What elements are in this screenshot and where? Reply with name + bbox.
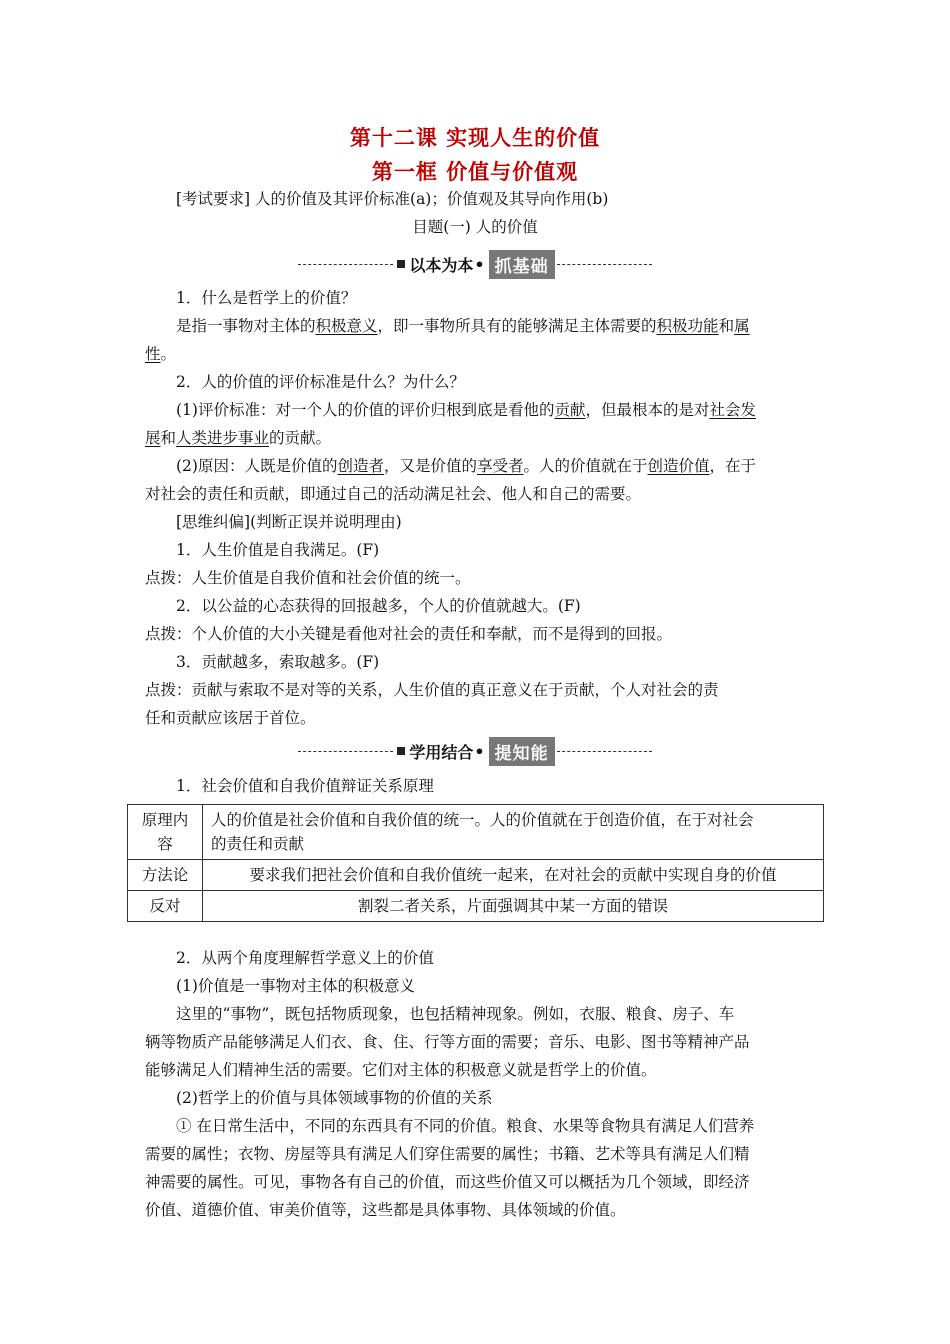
value-point-2: (2)哲学上的价值与具体领域事物的价值的关系 bbox=[176, 1089, 493, 1107]
judgment-1-note: 点拨：人生价值是自我价值和社会价值的统一。 bbox=[145, 569, 471, 587]
value-point-1: (1)价值是一事物对主体的积极意义 bbox=[176, 977, 415, 995]
principle-heading: 1．社会价值和自我价值辩证关系原理 bbox=[176, 777, 434, 795]
table-row bbox=[128, 860, 824, 891]
square-bullet-icon bbox=[397, 260, 405, 268]
answer-1-line1: 是指一事物对主体的积极意义，即一事物所具有的能够满足主体需要的积极功能和属 bbox=[176, 317, 750, 335]
value-point-2-line1: ① 在日常生活中，不同的东西具有不同的价值。粮食、水果等食物具有满足人们营养 bbox=[176, 1117, 755, 1135]
value-point-1-line1: 这里的“事物”，既包括物质现象，也包括精神现象。例如，衣服、粮食、房子、车 bbox=[176, 1005, 735, 1023]
answer-1-line2: 性。 bbox=[145, 345, 177, 363]
table-header-cell: 原理内 容 bbox=[128, 805, 203, 860]
value-heading: 2．从两个角度理解哲学意义上的价值 bbox=[176, 949, 434, 967]
banner-text: 学用结合 bbox=[409, 742, 474, 762]
thinking-correction: [思维纠偏](判断正误并说明理由) bbox=[176, 513, 402, 531]
judgment-2: 2．以公益的心态获得的回报越多，个人的价值就越大。(F) bbox=[176, 597, 581, 615]
answer-2-2-line1: (2)原因：人既是价值的创造者，又是价值的享受者。人的价值就在于创造价值，在于 bbox=[176, 457, 757, 475]
question-1: 1．什么是哲学上的价值？ bbox=[176, 289, 357, 307]
answer-2-1-line1: (1)评价标准：对一个人的价值的评价归根到底是看他的贡献，但最根本的是对社会发 bbox=[176, 401, 757, 419]
table-cell: 割裂二者关系，片面强调其中某一方面的错误 bbox=[203, 891, 824, 922]
judgment-3-note-line2: 任和贡献应该居于首位。 bbox=[145, 709, 316, 727]
judgment-2-note: 点拨：个人价值的大小关键是看他对社会的责任和奉献，而不是得到的回报。 bbox=[145, 625, 673, 643]
lesson-title: 第十二课 实现人生的价值 bbox=[349, 126, 601, 150]
dashed-rule bbox=[557, 264, 652, 265]
table-row bbox=[128, 891, 824, 922]
exam-requirement: [考试要求] 人的价值及其评价标准(a)；价值观及其导向作用(b) bbox=[176, 190, 609, 208]
principle-table bbox=[127, 804, 824, 922]
banner-tag: 提知能 bbox=[489, 737, 555, 766]
table-row bbox=[128, 805, 824, 860]
question-2: 2．人的价值的评价标准是什么？为什么？ bbox=[176, 373, 465, 391]
dashed-rule bbox=[557, 751, 652, 752]
banner-text: 以本为本 bbox=[409, 255, 474, 275]
value-point-2-line4: 价值、道德价值、审美价值等，这些都是具体事物、具体领域的价值。 bbox=[145, 1201, 626, 1219]
answer-2-2-line2: 对社会的责任和贡献，即通过自己的活动满足社会、他人和自己的需要。 bbox=[145, 485, 642, 503]
value-point-2-line3: 神需要的属性。可见，事物各有自己的价值，而这些价值又可以概括为几个领域，即经济 bbox=[145, 1173, 750, 1191]
square-bullet-icon bbox=[397, 747, 405, 755]
value-point-1-line2: 辆等物质产品能够满足人们衣、食、住、行等方面的需要；音乐、电影、图书等精神产品 bbox=[145, 1033, 750, 1051]
section-banner-basics bbox=[0, 249, 950, 279]
value-point-2-line2: 需要的属性；衣物、房屋等具有满足人们穿住需要的属性；书籍、艺术等具有满足人们精 bbox=[145, 1145, 750, 1163]
table-header-cell: 反对 bbox=[128, 891, 203, 922]
table-cell: 人的价值是社会价值和自我价值的统一。人的价值就在于创造价值，在于对社会 的责任和贡献 bbox=[203, 805, 824, 860]
section-banner-application bbox=[0, 736, 950, 766]
judgment-3-note-line1: 点拨：贡献与索取不是对等的关系，人生价值的真正意义在于贡献，个人对社会的责 bbox=[145, 681, 719, 699]
judgment-1: 1．人生价值是自我满足。(F) bbox=[176, 541, 380, 559]
dashed-rule bbox=[298, 264, 393, 265]
topic-heading: 目题(一) 人的价值 bbox=[412, 218, 538, 236]
answer-2-1-line2: 展和人类进步事业的贡献。 bbox=[145, 429, 332, 447]
dot-separator-icon: • bbox=[474, 254, 485, 274]
banner-tag: 抓基础 bbox=[489, 250, 555, 279]
dot-separator-icon: • bbox=[474, 741, 485, 761]
section-title: 第一框 价值与价值观 bbox=[371, 160, 579, 184]
dashed-rule bbox=[298, 751, 393, 752]
table-header-cell: 方法论 bbox=[128, 860, 203, 891]
table-cell: 要求我们把社会价值和自我价值统一起来，在对社会的贡献中实现自身的价值 bbox=[203, 860, 824, 891]
value-point-1-line3: 能够满足人们精神生活的需要。它们对主体的积极意义就是哲学上的价值。 bbox=[145, 1061, 657, 1079]
judgment-3: 3．贡献越多，索取越多。(F) bbox=[176, 653, 380, 671]
